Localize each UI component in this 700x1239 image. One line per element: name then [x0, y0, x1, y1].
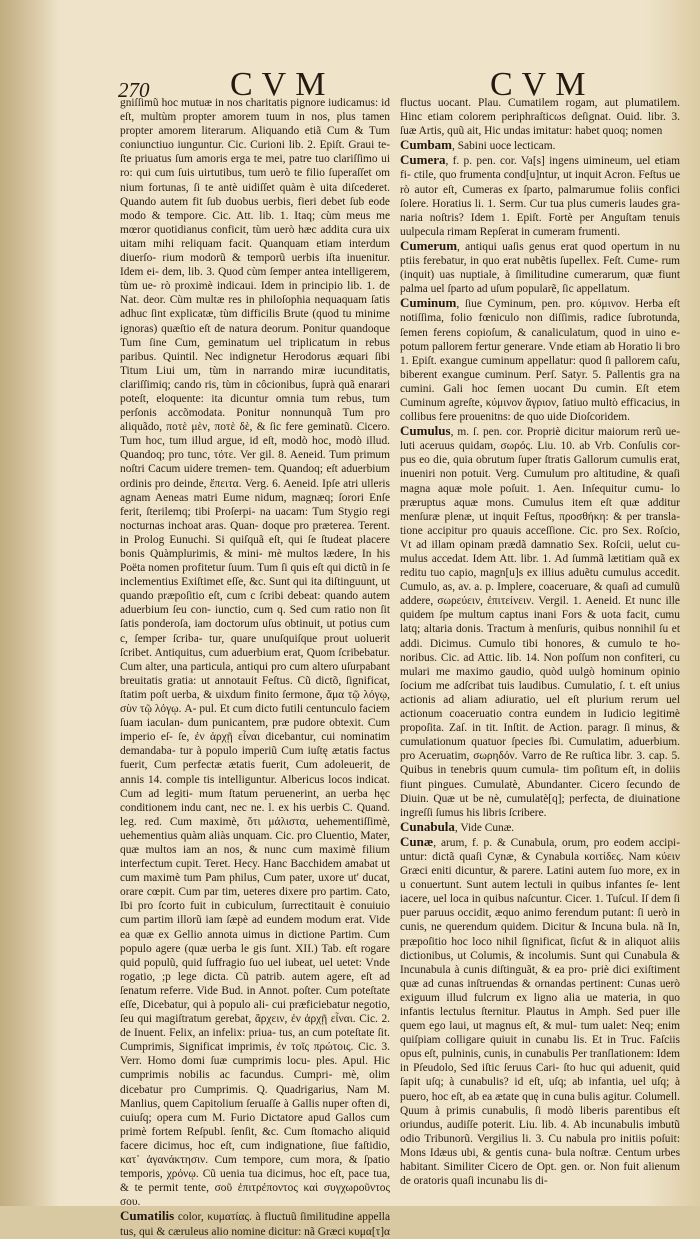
entry-text: , f. p. pen. cor. Va[s] ingens uimineum, uel etiam fi- ctile, quo frumenta cond[u]ntur, ut inquit Acron. Feſtus ue rò autor eſt, Cumeras ex ſparto, palmarumue foliis confici ſolere. Horatius li. 1. Serm. Cur tua plus cumeris laudes gra- naria noſtris? Idem 1. Epiſt. Fortè per Anguſtam tenuis uulpecula rimam Repſerat in cumeram frumenti.	[400, 155, 680, 238]
entry-headword: Cunabula	[400, 818, 455, 834]
entry-text: , m. ſ. pen. cor. Propriè dicitur maiorum rerũ ue- luti aceruus quidam, σωρός. Liu. 10. ab Vrb. Conſulis cor- pus eo die, quia obrutum ſuper ſtratis Gallorum cumulis erat, inueniri non potuit. Verg. Cumulum pro altitudine, & quaſi magna aquæ mole poſuit. 1. Aen. Inſequitur cumu- lo præruptus aquæ mons. Cumulus item eſt quæ additur menſuræ plenæ, ut inquit Feſtus, προσθήκη: & per transla- tione accipitur pro quauis acceſſione. Cic. pro Sex. Roſcio, Vt ad illam opinam prædã damnatio Sex. Roſcii, uelut cu- mulus accedat. Idem Att. libr. 1. Ad ſummã lætitiam quã ex reditu tuo capio, magn[u]s ex illius aduẽtu cumulus accedit. Cumulo, as, av. a. p. Implere, coaceruare, & quaſi ad cumulũ addere, σωρεύειν, ἐπιτείνειν. Vergil. 1. Aeneid. Et nunc ille quidem ſpe multum captus inani Fors & uota facit, cumu latq; altaria donis. Tractum à menſuris, quibus nonnihil ſu et addi. Dicimus. Cumulo tibi honores, & cumulo te ho- noribus. Cic. ad Attic. lib. 14. Non poſſum non confiteri, cu mulari me maximo gaudio, quòd uulgò hominum opinio ſocium me adſcribat tuis laudibus. Cumulatio, ſ. t. eſt unius actionis ad aliam adiuratio, uel eſt plurium rerum uel actionum coaceruatio contra eundem in Iudicio legitimè propoſita. Zaſ. in tit. Inſtit. de Action. paragr. ſi minus, & cumulationum quatuor ſpecies ſbi. Cumulatim, aduerbium. pro Aceruatim, σωρηδόν. Varro de Re ruſtica libr. 3. cap. 5. Quibus in tenebris quum cumula- tim poſitum eſt, in doliis fiunt pingues. Cumulatè, Abundanter. Cicero ſecundo de Diuin. Quæ ut be nè, cumulatè[q]; perfecta, de diuinatione ingreſſi ſumus his libris ſcribere.	[400, 426, 680, 819]
dictionary-entry	[400, 138, 680, 153]
entry-text: , Sabini uoce lecticam.	[452, 140, 556, 153]
entry-headword: Cumulus	[400, 423, 451, 439]
page-number: 270	[118, 78, 150, 102]
dictionary-entry	[400, 296, 680, 424]
binding-shadow	[0, 0, 60, 1206]
entry-text: , arum, f. p. & Cunabula, orum, pro eodem accipi- untur: dictã quaſi Cynæ, & Cynabula κοιτίδες. Nam κύειν Græci eniti dicuntur, & parere. Latini autem ſuo more, ex in u conuertunt. Sunt autem lectuli in quibus infantes ſe- lent iacere, uel loca in quibus naſcuntur. Cicer. 1. Tuſcul. Iſ dem ſi puer paruus occidit, æquo animo ferendum putant: ſi uerò in cunis, ne querendum quidem. Dicitur & Incuna bula. nã In, præpoſitio hoc loco nihil ſignificat, ſicſut & in aliquot aliis dictionibus, ut Columis, & incolumis. Sunt qui Cunabula & Incunabula à cunis diſtinguãt, & ea pro- priè dici exiſtiment quæ ad cunas inſtruendas & ornandas pertinent: Cunas uerò exiguum illud fulcrum ex ligno alia ue materia, in quo infantis lectulus ſternitur. Plautus in Amph. Sed puer ille quem ego laui, ut magnus eſt, & mul- tum ualet: Neq; enim quiſpiam colligare quiuit in cunabu lis. Et in Truc. Faſciis opus eſt, pulninis, cunis, in cunabulis Per tranſlationem: Idem in Pſeudolo, Sed iſtic ſeruus Cari- ſto huc qui aduenit, quid ſapit uſq; à cunabulis? id eſt, uſq; ab infantia, uel uſq; à puero, hoc eſt, ab ea ætate quę in cuna bulis agitur. Columell. Quum à primis cunabulis, ſi modò liberis parentibus eſt oriundus, audiſſe poterit. Liu. lib. 4. Ab incunabulis imbutũ odio Tribunorũ. Vergilius li. 3. Cu nabula pro initiis poſuit: Mons Idæus ubi, & gentis cuna- bula noſtræ. Centum urbes habitant. Similiter Cicero de Opt. gen. or. Non fuit alienum de oratoris quaſi incunabu lis di-	[400, 836, 680, 1188]
dictionary-entry	[400, 424, 680, 820]
running-head-left: CVM	[230, 66, 335, 103]
left-column	[120, 96, 390, 1238]
entry-headword: Cumerum	[400, 237, 458, 253]
entry-headword: Cuminum	[400, 295, 457, 311]
right-column	[400, 96, 680, 1191]
dictionary-entry	[400, 820, 680, 835]
running-head-right: CVM	[490, 66, 595, 103]
column-paragraph	[400, 96, 680, 138]
dictionary-entry	[120, 1209, 390, 1238]
entry-text: , Vide Cunæ.	[454, 821, 515, 834]
paragraph-text: fluctus uocant. Plau. Cumatilem rogam, aut plumatilem. Hinc etiam colorem periphraſticωs deſignat. Ouid. libr. 3. ſuæ Artis, quũ ait, Hic undas imitatur: habet quoq; nomen	[400, 97, 680, 138]
dictionary-entry	[400, 239, 680, 296]
entry-text: , antiqui uaſis genus erat quod opertum in nu ptiis ferebatur, in quo erat nubẽtis ſupellex. Feſt. Cume- rum (inquit) uas nuptiale, à ſimilitudine cumerarum, quæ fiunt palma uel ſparto ad uſum popularẽ, ſic appellatum.	[400, 240, 680, 296]
entry-text: , ſiue Cyminum, pen. pro. κύμινον. Herba eſt notiſſima, folio fœniculo non diſſimis, radice ſubrotunda, ſemen ferens copioſum, & canaliculatum, quod in uino e- potum pallorem fertur generare. Vnde etiam ab Horatio li bro 1. Epiſt. exangue cuminum appellatur: quod ſi pallorem caſu, biberent exangue cuminum. Perſ. Satyr. 5. Pallentis gra na cumini. Gali hoc ſemen uocant Du cumin. Eſt etem Cuminum agreſte, κύμινον ἄγριον, ſatiuo multò efficacius, in collibus fere prouenitns: de quo uide Dioſcoridem.	[400, 298, 680, 424]
entry-text: color, κυματίας. à fluctuũ ſimilitudine appella tus, qui & cæruleus alio nomine dicitur: nã Græci κυμα[τ]α	[120, 1211, 390, 1238]
entry-headword: Cumera	[400, 152, 446, 168]
entry-headword: Cunæ	[400, 833, 434, 849]
paragraph-text: gniſſimũ hoc mutuæ in nos charitatis pignore iudicamus: id eſt, multùm propter amorem tuum in nos, plus tamen propter amorem literarum. Aliquando etiã Cum & Tum coniunctiuo iunguntur. Cic. Curioni lib. 2. Epiſt. Graui te- ſte priuatus ſum amoris erga te mei, patre tuo clariſſimo ui ro: qui cum ſuis uirtutibus, tum uerò te filio ſuperaſſet om nium fortunas, ſi te antè uidiſſet quàm è uita diſcederet. Quando autem fit ſub duobus uerbis, fieri debet ſub eode modo & tempore. Cic. Att. lib. 1. Itaq; cùm meus me mœror quotidianus conficit, tùm uerò hæc addita cura uix uitam mihi reliquam facit. Quanquam etiam interdum diuerſo- rium modorũ & temporũ uerbis iſta inuenitur. Idem ei- dem, lib. 3. Quod cùm ſemper antea intelligerem, tùm ue- rò proximè indicaui. Idem in principio lib. 1. de Nat. deor. Cùm multæ res in philoſophia nequaquam ſatis adhuc ſint explicatæ, tùm difficilis Brute (quod tu minime ignoras) quæſtio eſt de natura deorum. Ponitur quandoque Tum ſine Cum, geminatum uel triplicatum in rebus paribus. Quintil. Nec indignetur Herodorus æquari ſibi Titum Liui um, tùm in narrando miræ iucunditatis, clariſſimiq; cando ris, tùm in côcionibus, ſuprà quã enarari poteſt, eloquente: ita dicuntur omnia tum rebus, tum perſonis accõmodata. Ponitur nonnunquã Tum pro aliquãdo, ποτὲ μὲν, ποτὲ δὲ, & ſic fere geminatũ. Cicero. Tum hoc, tum illud argue, id eſt, modò hoc, modò illud. Quandoq; pro tunc, τότε. Ver gil. 8. Aeneid. Tum primum noſtri Cacum uidere tremen- tem. Quandoq; eſt aduerbium ordinis pro deinde, ἔπειτα. Verg. 6. Aeneid. Ipſe atri ulleris agnam Aeneas matri Eume nidum, magnæq; ſorori Enſe ferit, ſterilemq; tibi Proſerpi- na uacam: Tum Stygio regi nocturnas inchoat aras. Quan- doque pro præterea. Terent. in Prolog Eunuchi. Si quiſquã eſt, qui ſe ſtudeat placere bonis Quàmplurimis, & mini- mè multos lædere, In his Poëta nomen profitetur ſuum. Tum ſi quis eſt qui dictũ in ſe inclementius Exiſtimet eſſe, &c. Sunt qui ita diſtinguunt, ut quando præpoſitio eſt, cum c ſcribi debeat: quando autem aduerbium ſeu con- iunctio, cum q. Sed cum ratio non ſit ſatis ponderoſa, iam doctorum uſus obtinuit, ut potius cum c, ſemper ſcriba- tur, quare unuſquiſque prout uoluerit ſcribet. Antiquitus, cum aduerbium erat, Quom ſcribebatur. Cum alter, una particula, antiqui pro cum altero uſurpabant breuitatis gratia: ut annotauit Feſtus. Cũ dictõ, ſignificat, ſtatim poſt uerba, & uixdum finito ſermone, ἅμα τῷ λόγῳ, σὺν τῷ λόγῳ. A- pul. Et cum dicto futili centunculo faciem ſuam iaculan- dum punicantem, præ pudore obtexit. Cum imperio eſ- ſe, ἐν ἀρχῇ εἶναι dicebantur, cui nominatim demandaba- tur à populo imperiũ Cum iuſtę ætatis factus fuerit, Cum perfectæ ætatis fuerit, Cum adoleuerit, de annis 14. comple tis intelliguntur. Albericus locos indicat. Cum ad legiti- mum ſtatum peruenerint, an uerba hęc conditionem indu cant, nec ne. l. ex his uerbis C. Quand. leg. red. Cum maximè, ὅτι μάλιστα, uehementiſſimè, uehementius quàm aliàs unquam. Cic. pro Cluentio, Mater, quæ multos iam an nos, & nunc cum maximè filium interfectum cupit. Teret. Hecy. Hanc Bacchidem amabat ut cum maximè tum Pam philus, Cum pater, uxore ut' ducat, orare cœpit. Cum par tim, ueteres dixere pro partim. Cato, Ibi pro ſcorto fuit in cubiculum, ſurrectitauit è conuiuio cum partim illorũ iam ſæpè ad eundem modum erat. Vide ea quæ ex Gellio annota uimus in dictione Partim. Cum populo agere (quæ uerba le gis ſunt. XII.) Tab. eſt rogare quid populũ, quid ſuffragio ſuo uel iubeat, uel uetet: Vnde rogatio, ;p lege dicta. Cũ patrib. autem agere, eſt ad ſenatum referre. Vide Bud. in Annot. poſter. Cum poteſtate eſſe, Dicebatur, qui à populo ali- cui præficiebatur negotio, ſeu qui magiſtratum gerebat, ἄρχειν, ἐν ἀρχῇ εἶναι. Cic. 2. de Inuent. Felix, an infelix: priua- tus, an cum poteſtate ſit. Cumprimis, Significat imprimis, ἐν τοῖς πρώτοις. Cic. 3. Verr. Homo domi ſuæ cumprimis locu- ples. Apul. Hic cumprimis nobilis ac facundus. Cumpri- mè, olim dicebatur pro Cumprimis. Q. Quadrigarius, Nam M. Manlius, quem Capitolium ſeruaſſe à Gallis nuper often di, cuiuſq; opera cum M. Furio Dictatore apud Gallos cum primè fortem Reſpubl. ſenſit, &c. Cum ſtomacho aliquid facere dicimus, hoc eſt, cum indignatione, ſiue faſtidio, κατ᾽ ἀγανάκτησιν. Cum tempore, cum mora, & ſpatio temporis, χρόνῳ. Cũ uenia tua dicimus, hoc eſt, pace tua, & te permit tente, σοῦ ἐπιτρέποντος καὶ συγχωροῦντος σου.	[120, 97, 390, 1209]
entry-headword: Cumbam	[400, 137, 453, 153]
dictionary-entry	[400, 835, 680, 1188]
dictionary-entry	[400, 153, 680, 239]
column-paragraph	[120, 96, 390, 1209]
entry-headword: Cumatilis	[120, 1208, 175, 1224]
